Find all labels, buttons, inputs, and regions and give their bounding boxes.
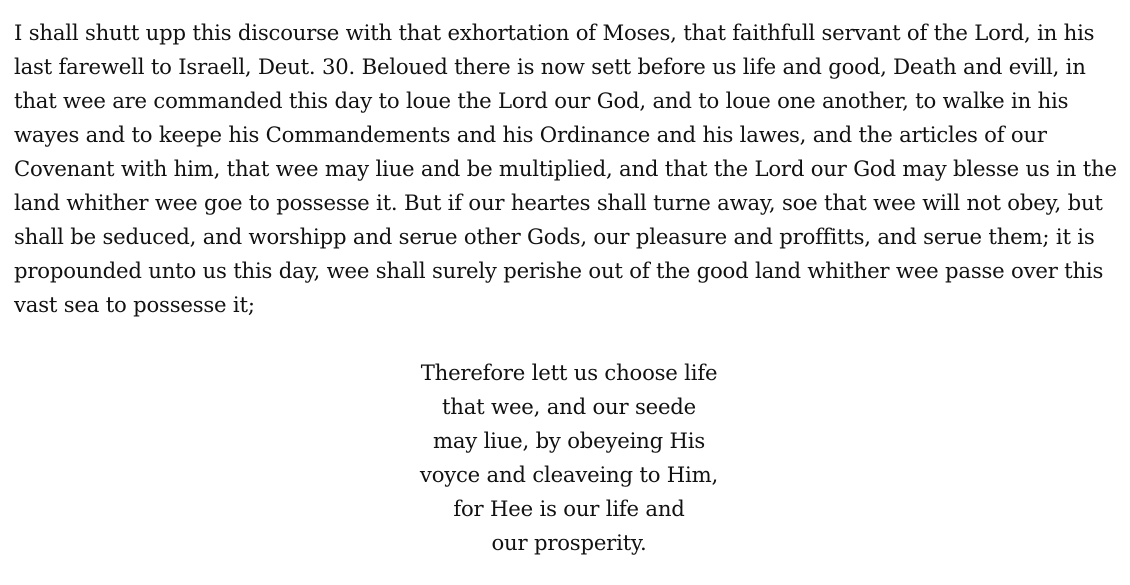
closing-verse: [0, 356, 1130, 560]
verse-line: Therefore lett us choose life: [420, 360, 718, 385]
paragraph-line: propounded unto us this day, wee shall surely perishe out of the good land whither wee passe over this: [14, 258, 1104, 283]
paragraph-line: I shall shutt upp this discourse with that exhortation of Moses, that faithfull servant of the Lord, in his: [14, 20, 1095, 45]
paragraph-line: vast sea to possesse it;: [14, 292, 255, 317]
verse-line: our prosperity.: [491, 530, 647, 555]
verse-line: voyce and cleaveing to Him,: [419, 462, 719, 487]
paragraph-line: land whither wee goe to possesse it. But if our heartes shall turne away, soe that wee will not obey, but: [14, 190, 1103, 215]
paragraph-line: wayes and to keepe his Commandements and his Ordinance and his lawes, and the articles of our: [14, 122, 1047, 147]
paragraph-line: that wee are commanded this day to loue the Lord our God, and to loue one another, to walke in his: [14, 88, 1069, 113]
paragraph-line: shall be seduced, and worshipp and serue other Gods, our pleasure and proffitts, and serue them; it is: [14, 224, 1095, 249]
verse-line: for Hee is our life and: [453, 496, 685, 521]
verse-line: may liue, by obeyeing His: [432, 428, 706, 453]
paragraph-line: Covenant with him, that wee may liue and be multiplied, and that the Lord our God may blesse us in the: [14, 156, 1117, 181]
body-paragraph: [14, 16, 1124, 322]
paragraph-line: last farewell to Israell, Deut. 30. Beloued there is now sett before us life and good, Death and evill, in: [14, 54, 1086, 79]
verse-line: that wee, and our seede: [441, 394, 697, 419]
